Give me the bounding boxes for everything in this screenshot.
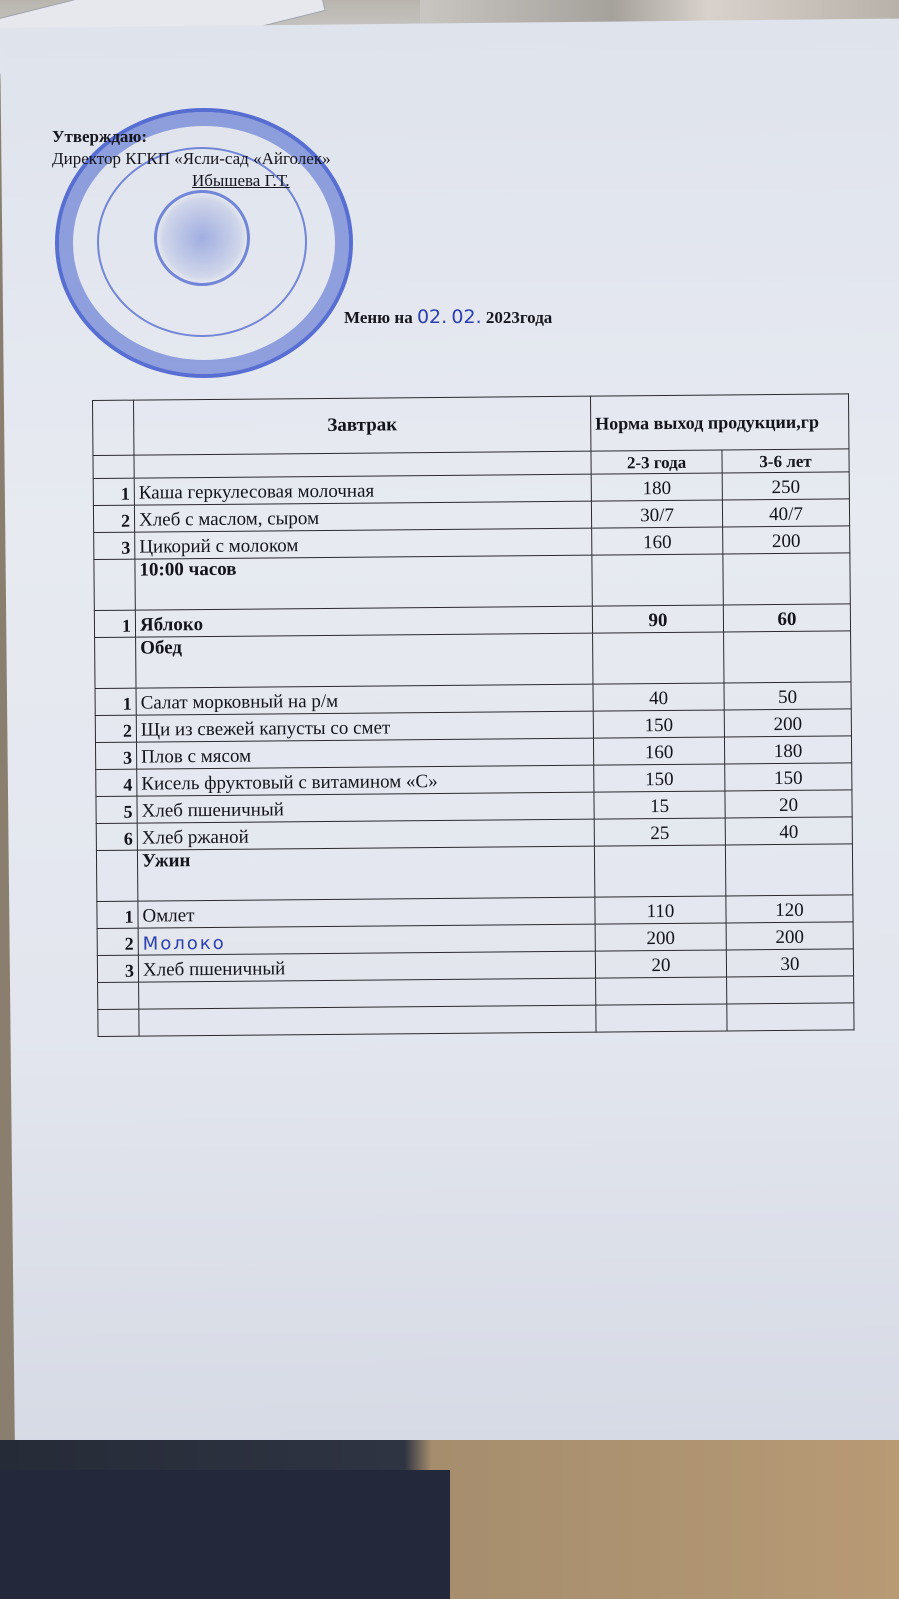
menu-title-year: 2023года	[485, 308, 553, 327]
table-row: 1 Яблоко 90 60	[94, 604, 850, 638]
background-cloth	[0, 1470, 450, 1599]
table-row: 1 Каша геркулесовая молочная 180 250	[93, 472, 849, 506]
column-age-2-3: 2-3 года	[591, 450, 722, 474]
table-row: 4 Кисель фруктовый с витамином «С» 150 150	[96, 763, 852, 797]
section-row-dinner	[96, 844, 852, 902]
section-title: Ужин	[137, 846, 594, 901]
signature-name: Ибышева Г.Т.	[192, 171, 290, 190]
director-line: Директор КГКП «Ясли-сад «Айголек»	[52, 149, 331, 168]
table-row: 1 Омлет 110 120	[97, 895, 853, 929]
handwritten-entry: Молоко	[138, 924, 595, 955]
section-title: Обед	[136, 633, 593, 688]
section-row-lunch	[95, 631, 851, 689]
table-row: 2 Молоко 200 200	[97, 922, 853, 956]
column-norm: Норма выход продукции,гр	[590, 394, 848, 451]
column-age-3-6: 3-6 лет	[722, 449, 849, 473]
menu-table	[92, 393, 855, 1037]
section-row-snack	[94, 553, 850, 611]
table-row: 5 Хлеб пшеничный 15 20	[96, 790, 852, 824]
approval-block	[52, 126, 331, 192]
emblem-icon	[154, 190, 250, 286]
table-row: 1 Салат морковный на р/м 40 50	[95, 682, 851, 716]
table-row: 2 Хлеб с маслом, сыром 30/7 40/7	[93, 499, 849, 533]
table-row: 3 Хлеб пшеничный 20 30	[97, 949, 853, 983]
table-row: 3 Цикорий с молоком 160 200	[94, 526, 850, 560]
section-title: 10:00 часов	[135, 555, 592, 610]
approve-label: Утверждаю:	[52, 127, 148, 146]
menu-title-prefix: Меню на	[344, 308, 413, 327]
table-header-row	[93, 394, 849, 456]
table-row: 6 Хлеб ржаной 25 40	[96, 817, 852, 851]
menu-title-month: 02.	[451, 306, 482, 328]
menu-title-day: 02.	[416, 306, 448, 328]
column-meal: Завтрак	[134, 396, 591, 455]
table-row: 3 Плов с мясом 160 180	[95, 736, 851, 770]
table-row: 2 Щи из свежей капусты со смет 150 200	[95, 709, 851, 743]
menu-title	[344, 306, 552, 328]
